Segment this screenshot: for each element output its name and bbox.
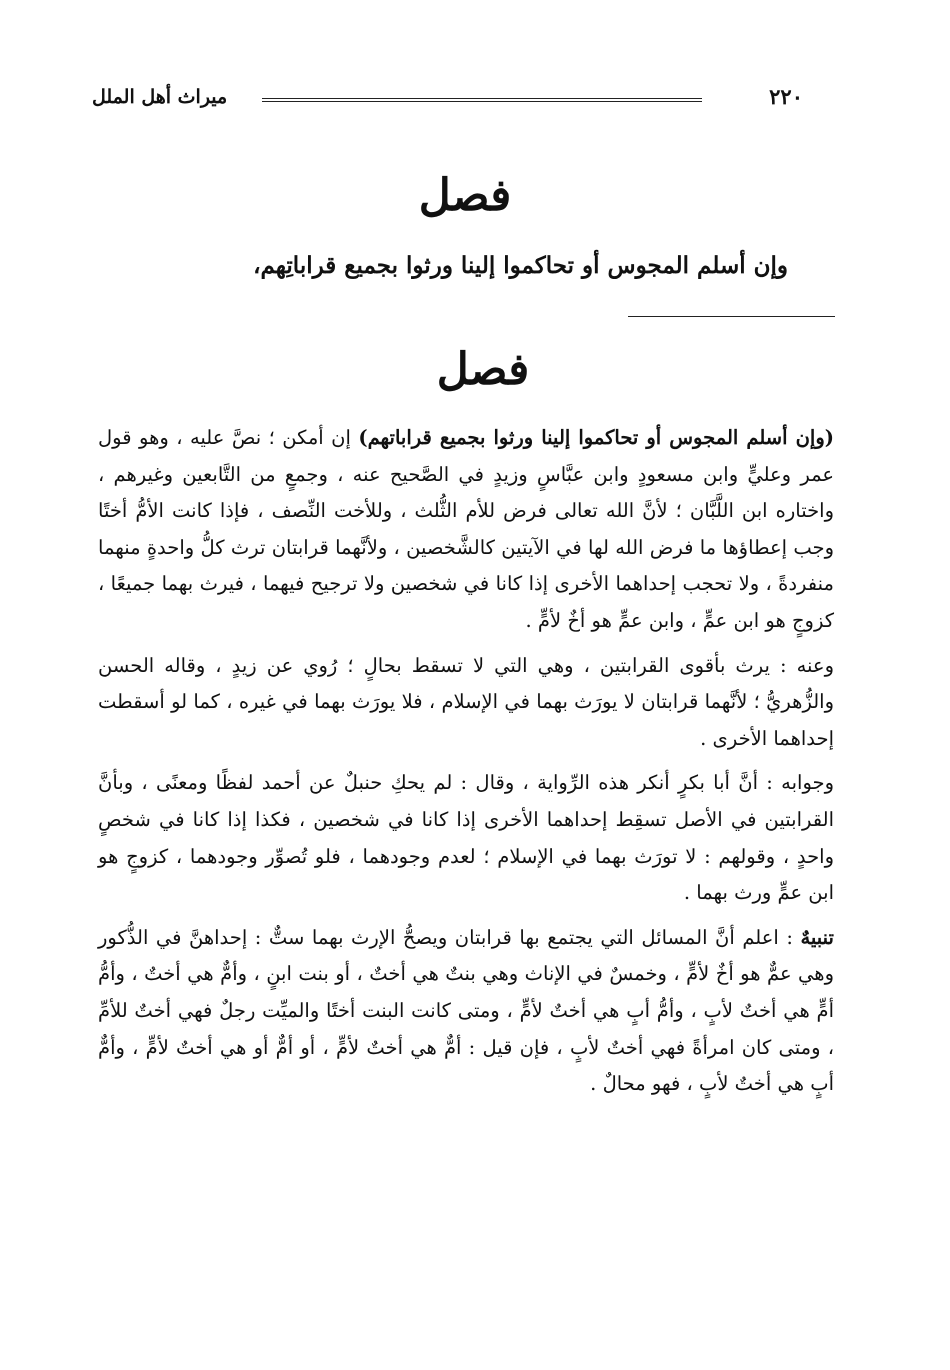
page-number: ٢٢٠	[769, 84, 803, 109]
paragraph-3	[98, 765, 834, 911]
paragraph-2	[98, 648, 834, 758]
matn-text: وإن أسلم المجوس أو تحاكموا إلينا ورثوا بجميع قراباتِهم،	[253, 252, 788, 279]
paragraph-2-text: وعنه : يرث بأقوى القرابتين ، وهي التي لا تسقط بحالٍ ؛ رُوي عن زيدٍ ، وقاله الحسن والزُّهريُّ ؛ لأنَّهما قرابتان لا يورَث بهما في الإسلام ، فلا يورَث بهما في غيره ، كما لو أسقطت إحداهما الأخرى .	[98, 653, 834, 750]
paragraph-4-text: : اعلم أنَّ المسائل التي يجتمع بها قرابتان ويصحُّ الإرث بهما ستٌّ : إحداهنَّ في الذُّكور وهي عمٌّ هو أخٌ لأمٍّ ، وخمسٌ في الإناث وهي بنتٌ هي أختٌ ، أو بنت ابنٍ ، وأمٌّ هي أختٌ ، وأمُّ أمٍّ هي أختٌ لأبٍ ، وأمُّ أبٍ هي أختٌ لأمٍّ ، ومتى كانت البنت أختًا والميِّت رجلٌ فهي أختٌ للأمِّ ، ومتى كان امرأةً فهي أختٌ لأبٍ ، فإن قيل : أمٌّ هي أختٌ لأمٍّ ، أو أمٌّ أو هي أختٌ لأمٍّ ، وأمٌّ أبٍ هي أختٌ لأبٍ ، فهو محالٌ .	[98, 925, 834, 1096]
separator-rule	[628, 316, 835, 317]
paragraph-1	[98, 420, 834, 640]
commentary-body	[98, 420, 834, 1103]
paragraph-1-bold-lead: (وإن أسلم المجوس أو تحاكموا إلينا ورثوا بجميع قراباتهم)	[358, 426, 834, 449]
section-heading-2: فصل	[436, 344, 530, 395]
header-rule	[262, 98, 702, 102]
section-heading-1: فصل	[418, 170, 512, 221]
paragraph-3-text: وجوابه : أنَّ أبا بكرٍ أنكر هذه الرِّواية ، وقال : لم يحكِ حنبلٌ عن أحمد لفظًا ومعنًى ، وبأنَّ القرابتين في الأصل تسقِط إحداهما الأخرى إذا كانا في شخصين ، فكذا إذا كانا في شخصٍ واحدٍ ، وقولهم : لا تورَث بهما في الإسلام ؛ لعدم وجودهما ، فلو تُصوِّر وجودهما ، كزوجٍ هو ابن عمٍّ ورث بهما .	[98, 771, 834, 905]
paragraph-4-bold-lead: تنبيهٌ	[800, 925, 834, 949]
paragraph-1-text: إن أمكن ؛ نصَّ عليه ، وهو قول عمر وعليٍّ وابن مسعودٍ وابن عبَّاسٍ وزيدٍ في الصَّحيح عنه ، وجمعٍ من التَّابعين وغيرهم ، واختاره ابن اللَّبَّان ؛ لأنَّ الله تعالى فرض للأم الثُّلث ، وللأخت النِّصف ، فإذا كانت الأمُّ أختًا وجب إعطاؤها ما فرض الله لها في الآيتين كالشَّخصين ، ولأنَّهما قرابتان ترث كلُّ واحدةٍ منهما منفردةً ، ولا تحجب إحداهما الأخرى إذا كانا في شخصين ولا ترجيح فيهما ، فيرث بهما جميعًا ، كزوجٍ هو ابن عمٍّ ، وابن عمٍّ هو أخٌ لأمٍّ .	[98, 426, 834, 632]
paragraph-4	[98, 920, 834, 1103]
running-title: ميراث أهل الملل	[92, 86, 228, 108]
